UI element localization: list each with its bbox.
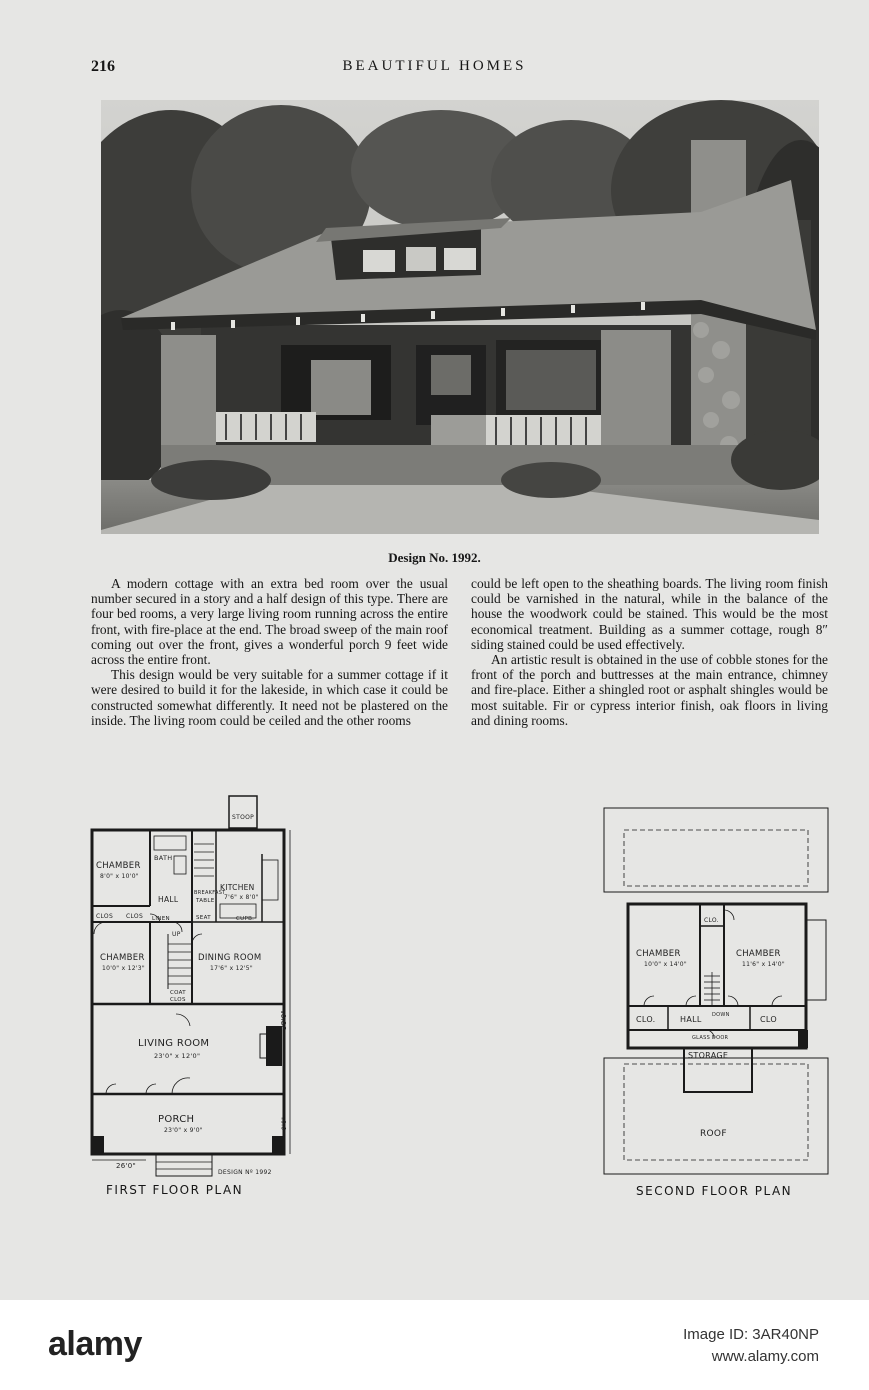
coat-closet-label: CLOS — [170, 997, 186, 1003]
closet-label: CLOS — [96, 913, 114, 920]
stock-url: www.alamy.com — [711, 1348, 819, 1365]
stairs-down-label: DOWN — [712, 1012, 730, 1018]
second-floor-plan-title: SECOND FLOOR PLAN — [636, 1184, 793, 1198]
closet-label: CLO. — [636, 1015, 656, 1024]
table-label: TABLE — [196, 898, 215, 904]
hall-label: HALL — [158, 895, 179, 904]
chamber-dimension: 11'6" x 14'0" — [742, 961, 785, 968]
bath-label: BATH — [154, 854, 173, 862]
width-dimension: 26'0" — [116, 1162, 137, 1170]
image-id-label: Image ID: — [683, 1326, 749, 1343]
stoop-label: STOOP — [232, 814, 255, 821]
closet-label: CLO — [760, 1015, 777, 1024]
bungalow-photo-illustration — [101, 100, 819, 534]
porch-dimension: 23'0" x 9'0" — [164, 1127, 203, 1134]
first-floor-plan-title: FIRST FLOOR PLAN — [106, 1183, 244, 1197]
coat-label: COAT — [170, 990, 186, 996]
body-paragraph: An artistic result is obtained in the use of cobble stones for the front of the porch and buttresses at the main entrance, chimney and fire-place. Either a shingled root or asphalt shingles would be most suitable. Fir or cypress interior finish, oak floors in living and dining rooms. — [471, 652, 828, 728]
dining-room-label: DINING ROOM — [198, 953, 262, 963]
design-caption: Design No. 1992. — [388, 550, 481, 565]
hall-label: HALL — [680, 1015, 702, 1024]
porch-depth-dimension: 9'0" — [281, 1116, 288, 1130]
running-header: BEAUTIFUL HOMES — [342, 58, 527, 74]
body-paragraph: A modern cottage with an extra bed room over the usual number secured in a story and a half design of this type. There are four bed rooms, a very large living room running across the entire front, with fire-place at the end. The broad sweep of the main roof coming out over the front, gives a wonderful porch 9 feet wide across the entire front. — [91, 576, 448, 668]
linen-label: LINEN — [152, 916, 170, 922]
chamber-dimension: 10'0" x 12'3" — [102, 965, 145, 972]
porch-label: PORCH — [158, 1114, 195, 1125]
chamber-label: CHAMBER — [636, 949, 681, 959]
closet-label: CLOS — [126, 913, 144, 920]
body-paragraph: This design would be very suitable for a summer cottage if it were desired to build it for the lakeside, in which case it could be constructed somewhat differently. It need not be plastered on the inside. The living room could be ceiled and the other rooms — [91, 667, 448, 728]
image-id — [683, 1326, 819, 1343]
chamber-dimension: 8'0" x 10'0" — [100, 873, 139, 880]
dining-room-dimension: 17'6" x 12'5" — [210, 965, 253, 972]
kitchen-dimension: 7'6" x 8'0" — [224, 894, 259, 901]
body-paragraph: could be left open to the sheathing boards. The living room finish could be varnished in the natural, while in the balance of the house the woodwork could be stained. This would be the most economical treatment. Building as a summer cottage, rough 8″ siding stained could be used effectively. — [471, 576, 828, 652]
first-floor-plan — [86, 794, 296, 1184]
image-id-value: 3AR40NP — [752, 1326, 819, 1343]
closet-label: CLO. — [704, 917, 719, 924]
glass-door-label: GLASS DOOR — [692, 1035, 729, 1041]
depth-dimension: 38'0" — [280, 1009, 288, 1030]
seat-label: SEAT — [196, 915, 211, 921]
design-number-label: DESIGN Nº 1992 — [218, 1169, 272, 1176]
brand-logo: alamy — [48, 1325, 142, 1363]
second-floor-plan — [600, 806, 832, 1178]
living-room-label: LIVING ROOM — [138, 1038, 210, 1049]
chamber-label: CHAMBER — [100, 953, 145, 963]
storage-label: STORAGE — [688, 1051, 729, 1060]
chamber-label: CHAMBER — [736, 949, 781, 959]
cupboard-label: CUPB. — [236, 916, 255, 922]
stairs-up-label: UP — [172, 931, 181, 938]
living-room-dimension: 23'0" x 12'0" — [154, 1052, 201, 1060]
body-column-left — [91, 576, 448, 728]
chamber-label: CHAMBER — [96, 861, 141, 871]
kitchen-label: KITCHEN — [220, 883, 255, 892]
breakfast-label: BREAKFAST — [194, 890, 226, 896]
house-photograph — [101, 100, 819, 534]
second-floor-drawing — [600, 806, 832, 1178]
first-floor-drawing — [86, 794, 296, 1184]
page-number: 216 — [91, 58, 115, 75]
body-column-right — [471, 576, 828, 728]
roof-label: ROOF — [700, 1129, 727, 1139]
chamber-dimension: 10'0" x 14'0" — [644, 961, 687, 968]
stock-footer — [0, 1300, 869, 1390]
